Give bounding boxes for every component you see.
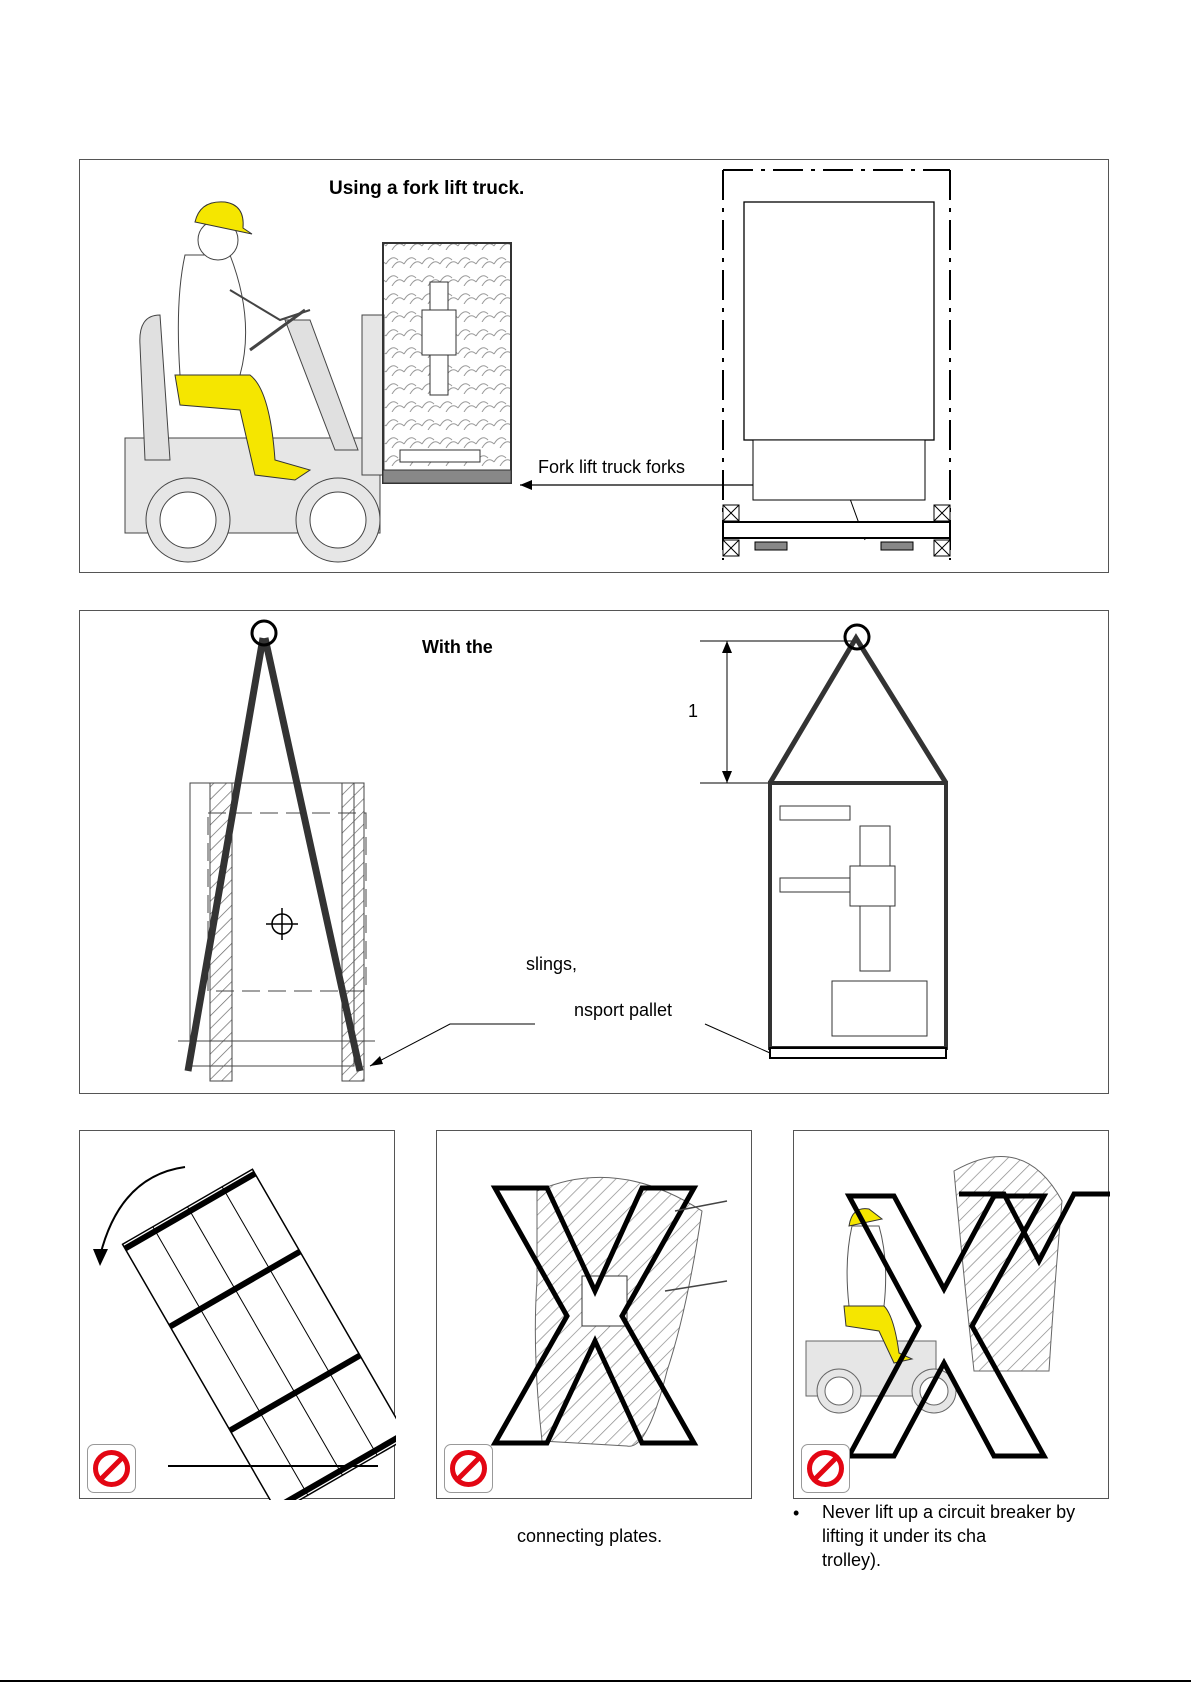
- prohibited-icon: [87, 1444, 136, 1493]
- trolley-caption-line1: Never lift up a circuit breaker by: [822, 1502, 1076, 1522]
- warning-panel-forklift-trolley: [793, 1130, 1109, 1499]
- side-view-drawing: [178, 621, 375, 1081]
- trolley-caption-line3: trolley).: [822, 1550, 882, 1570]
- front-view-drawing: [723, 170, 950, 560]
- front-view-lift-drawing: [700, 625, 946, 1058]
- prohibited-icon: [801, 1444, 850, 1493]
- forks-label: Fork lift truck forks: [538, 457, 686, 477]
- slings-illustration: [80, 611, 1110, 1095]
- slings-title: With the: [422, 637, 493, 657]
- page-bottom-rule: [0, 1680, 1191, 1682]
- trolley-caption-line2: lifting it under its cha: [822, 1526, 987, 1546]
- plates-caption: connecting plates.: [517, 1526, 663, 1546]
- pallet-label: nsport pallet: [574, 1000, 673, 1020]
- slings-panel: [79, 610, 1109, 1094]
- forklift-illustration: [80, 160, 1110, 574]
- bullet-glyph: •: [793, 1503, 800, 1523]
- warning-panel-plates: [436, 1130, 752, 1499]
- forklift-title: Using a fork lift truck.: [329, 178, 525, 199]
- prohibited-icon: [444, 1444, 493, 1493]
- breaker-crate: [383, 243, 511, 483]
- dimension-label: 1: [688, 701, 699, 721]
- warning-panel-tipping: [79, 1130, 395, 1499]
- forklift-panel: [79, 159, 1109, 573]
- slings-label: slings,: [526, 954, 578, 974]
- forklift-truck: [125, 202, 384, 562]
